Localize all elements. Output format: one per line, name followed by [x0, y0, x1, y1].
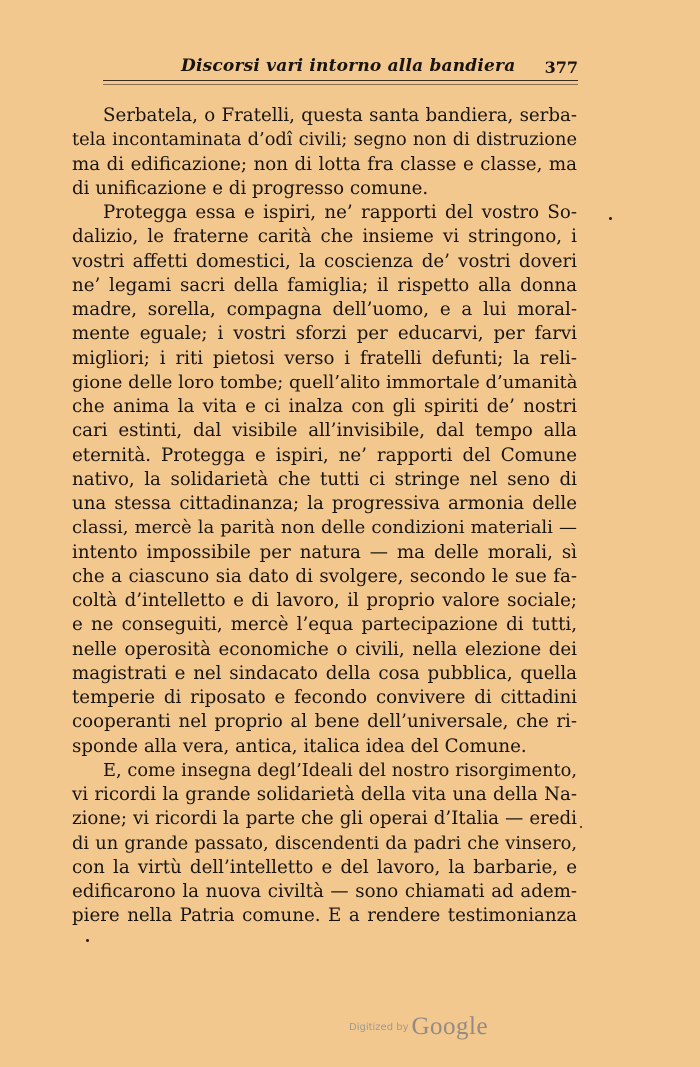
text-line: sponde alla vera, antica, italica idea del Comune. [72, 735, 527, 757]
text-line: di un grande passato, discendenti da padri che vinsero, [72, 832, 577, 854]
text-line: con la virtù dell’intelletto e del lavoro, la barbarie, e [72, 856, 577, 878]
text-line: eternità. Protegga e ispiri, ne’ rapporti del Comune [72, 444, 577, 466]
digitized-by-watermark [349, 1013, 488, 1047]
text-line: piere nella Patria comune. E a rendere testimonianza [72, 905, 577, 927]
text-line: ne’ legami sacri della famiglia; il rispetto alla donna [72, 274, 577, 296]
text-line: e ne conseguiti, mercè l’equa partecipazione di tutti, [72, 614, 577, 636]
text-line: magistrati e nel sindacato della cosa pubblica, quella [72, 662, 577, 684]
header-rule-secondary [103, 84, 578, 85]
text-line: nelle operosità economiche o civili, nella elezione dei [72, 638, 577, 660]
scan-speck [86, 939, 89, 942]
text-line: zione; vi ricordi la parte che gli operai d’Italia — eredi [72, 808, 577, 830]
header-rule [103, 80, 578, 81]
text-line: classi, mercè la parità non delle condizioni materiali — [72, 517, 577, 539]
text-line: di unificazione e di progresso comune. [72, 177, 429, 199]
running-head [103, 54, 578, 82]
body-text [72, 104, 577, 929]
digitized-prefix: Digitized by [349, 1022, 409, 1033]
text-line: vi ricordi la grande solidarietà della vita una della Na- [72, 784, 577, 805]
scan-speck [609, 217, 612, 220]
text-line: Serbatela, o Fratelli, questa santa bandiera, serba- [103, 105, 577, 126]
text-line: mente eguale; i vostri sforzi per educarvi, per farvi [72, 323, 577, 345]
text-line: cooperanti nel proprio al bene dell’universale, che ri- [72, 711, 577, 733]
text-line: nativo, la solidarietà che tutti ci stringe nel seno di [72, 468, 577, 490]
text-line: dalizio, le fraterne carità che insieme vi stringono, i [72, 226, 577, 248]
text-line: Protegga essa e ispiri, ne’ rapporti del vostro So- [103, 202, 577, 223]
text-line: coltà d’intelletto e di lavoro, il proprio valore sociale; [72, 590, 577, 611]
text-line: una stessa cittadinanza; la progressiva armonia delle [72, 493, 577, 514]
text-line: madre, sorella, compagna dell’uomo, e a lui moral- [72, 299, 577, 320]
text-line: intento impossibile per natura — ma delle morali, sì [72, 541, 577, 563]
google-logo: Google [411, 1013, 489, 1040]
text-line: migliori; i riti pietosi verso i fratelli defunti; la reli- [72, 347, 577, 369]
text-line: E, come insegna degl’Ideali del nostro risorgimento, [103, 759, 577, 781]
text-line: che anima la vita e ci inalza con gli spiriti de’ nostri [72, 396, 577, 417]
text-line: vostri affetti domestici, la coscienza de’ vostri doveri [72, 250, 577, 272]
text-line: cari estinti, dal visibile all’invisibile, dal tempo alla [72, 420, 577, 442]
scan-speck [580, 826, 582, 828]
page-number: 377 [544, 58, 578, 77]
text-line: edificarono la nuova civiltà — sono chiamati ad adem- [72, 881, 577, 902]
text-line: tela incontaminata d’odî civili; segno non di distruzione [72, 129, 577, 151]
text-line: temperie di riposato e fecondo convivere di cittadini [72, 687, 577, 708]
text-line: ma di edificazione; non di lotta fra classe e classe, ma [72, 153, 577, 175]
text-line: gione delle loro tombe; quell’alito immortale d’umanità [72, 371, 578, 393]
text-line: che a ciascuno sia dato di svolgere, secondo le sue fa- [72, 565, 577, 587]
running-title: Discorsi vari intorno alla bandiera [181, 56, 516, 76]
